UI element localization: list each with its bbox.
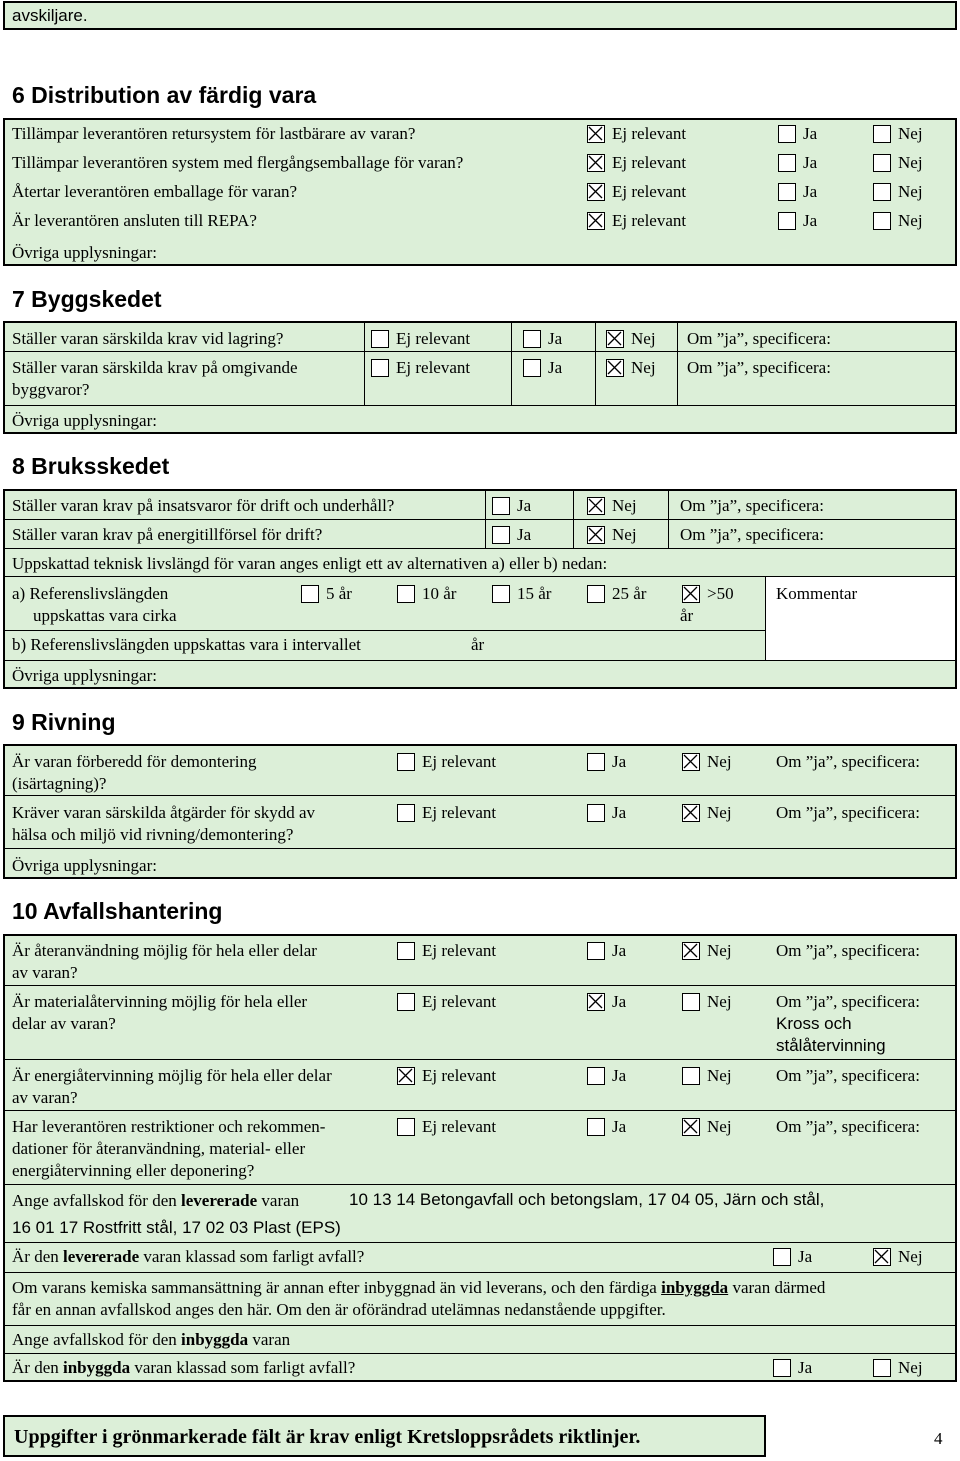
- s8-b-unit: år: [471, 635, 485, 654]
- s7-q2-ej-label: Ej relevant: [396, 358, 471, 377]
- s8-10ar-label: 10 år: [422, 584, 457, 603]
- s10-q2-nej-checkbox[interactable]: [682, 993, 700, 1011]
- s6-q1-ej-label: Ej relevant: [612, 124, 687, 143]
- s6-q2-ej-label: Ej relevant: [612, 153, 687, 172]
- s7-q1-ja-checkbox[interactable]: [523, 330, 541, 348]
- s6-q3-ja-checkbox[interactable]: [778, 183, 796, 201]
- s10-code-value-2[interactable]: 16 01 17 Rostfritt stål, 17 02 03 Plast (EPS): [12, 1218, 341, 1237]
- s6-q1-nej-label: Nej: [898, 124, 923, 143]
- s9-q1-nej-checkbox[interactable]: [682, 753, 700, 771]
- s10-q3-ej-label: Ej relevant: [422, 1066, 497, 1085]
- s10-q1-ej-label: Ej relevant: [422, 941, 497, 960]
- s7-q1-ej-label: Ej relevant: [396, 329, 471, 348]
- s8-q3: Uppskattad teknisk livslängd för varan anges enligt ett av alternativen a) eller b) nedan:: [12, 554, 608, 573]
- s10-q2-spec-value-1: Kross och: [776, 1014, 852, 1033]
- s8-10ar-checkbox[interactable]: [397, 585, 415, 603]
- s10-q4-spec: Om ”ja”, specificera:: [776, 1117, 920, 1136]
- s9-q2-ej-label: Ej relevant: [422, 803, 497, 822]
- s8-q2: Ställer varan krav på energitillförsel för drift?: [12, 525, 323, 544]
- s10-q3-spec: Om ”ja”, specificera:: [776, 1066, 920, 1085]
- s8-q2-nej-label: Nej: [612, 525, 637, 544]
- s10-farligt2-label: Är den inbyggda varan klassad som farligt avfall?: [12, 1358, 356, 1377]
- s8-q2-ja-checkbox[interactable]: [492, 526, 510, 544]
- footer-text: Uppgifter i grönmarkerade fält är krav enligt Kretsloppsrådets riktlinjer.: [14, 1426, 641, 1448]
- s6-q3-nej-checkbox[interactable]: [873, 183, 891, 201]
- s10-code2-label: Ange avfallskod för den inbyggda varan: [12, 1330, 291, 1349]
- s10-q4-line3: energiåtervinning eller deponering?: [12, 1161, 255, 1180]
- s10-q3-ej-checkbox[interactable]: [397, 1067, 415, 1085]
- top-text: avskiljare.: [12, 6, 88, 25]
- s8-q1: Ställer varan krav på insatsvaror för drift och underhåll?: [12, 496, 395, 515]
- s9-q1-ej-label: Ej relevant: [422, 752, 497, 771]
- s8-a-line2: uppskattas vara cirka: [33, 606, 177, 625]
- s10-q2-spec-value-2: stålåtervinning: [776, 1036, 886, 1055]
- s7-q2-nej-checkbox[interactable]: [606, 359, 624, 377]
- s10-q3-ja-label: Ja: [612, 1066, 627, 1085]
- s6-q2-ej-checkbox[interactable]: [587, 154, 605, 172]
- s8-a-line1: a) Referenslivslängden: [12, 584, 169, 603]
- s10-q3-line2: av varan?: [12, 1088, 78, 1107]
- s10-q1-spec: Om ”ja”, specificera:: [776, 941, 920, 960]
- s6-q1-ja-label: Ja: [803, 124, 818, 143]
- s8-15ar-checkbox[interactable]: [492, 585, 510, 603]
- s10-farligt1-nej-label: Nej: [898, 1247, 923, 1266]
- s10-q4-line2: dationer för återanvändning, material- eller: [12, 1139, 306, 1158]
- s10-note-line1: Om varans kemiska sammansättning är annan efter inbyggnad än vid leverans, och den färdiga inbyggda varan därmed: [12, 1278, 826, 1297]
- s9-q2-ej-checkbox[interactable]: [397, 804, 415, 822]
- s10-farligt2-ja-checkbox[interactable]: [773, 1359, 791, 1377]
- s9-q2-ja-label: Ja: [612, 803, 627, 822]
- s6-q2-nej-checkbox[interactable]: [873, 154, 891, 172]
- s8-5ar-label: 5 år: [326, 584, 352, 603]
- section-8-title: 8 Bruksskedet: [12, 453, 170, 479]
- s7-q1-nej-label: Nej: [631, 329, 656, 348]
- s8-50ar-label: >50: [707, 584, 734, 603]
- s6-q2: Tillämpar leverantören system med flergångsemballage för varan?: [12, 153, 464, 172]
- s10-q2-ej-checkbox[interactable]: [397, 993, 415, 1011]
- s7-q2-ej-checkbox[interactable]: [371, 359, 389, 377]
- s9-q1-line1: Är varan förberedd för demontering: [12, 752, 257, 771]
- s8-25ar-label: 25 år: [612, 584, 647, 603]
- s10-q2-line1: Är materialåtervinning möjlig för hela eller: [12, 992, 308, 1011]
- s10-q1-nej-label: Nej: [707, 941, 732, 960]
- s10-q4-ej-checkbox[interactable]: [397, 1118, 415, 1136]
- s7-q2-ja-checkbox[interactable]: [523, 359, 541, 377]
- s7-q1: Ställer varan särskilda krav vid lagring?: [12, 329, 284, 348]
- s6-q3-ja-label: Ja: [803, 182, 818, 201]
- s6-q2-nej-label: Nej: [898, 153, 923, 172]
- s6-q4-nej-label: Nej: [898, 211, 923, 230]
- s10-q2-ja-label: Ja: [612, 992, 627, 1011]
- s9-q1-ja-label: Ja: [612, 752, 627, 771]
- s7-ovriga: Övriga upplysningar:: [12, 411, 157, 430]
- page-number: 4: [934, 1429, 943, 1448]
- s10-farligt1-ja-label: Ja: [798, 1247, 813, 1266]
- s8-ovriga: Övriga upplysningar:: [12, 666, 157, 685]
- section-10-title: 10 Avfallshantering: [12, 898, 223, 924]
- s8-15ar-label: 15 år: [517, 584, 552, 603]
- s9-q1-spec: Om ”ja”, specificera:: [776, 752, 920, 771]
- s7-q2-spec: Om ”ja”, specificera:: [687, 358, 831, 377]
- s6-q2-ja-checkbox[interactable]: [778, 154, 796, 172]
- s7-q1-nej-checkbox[interactable]: [606, 330, 624, 348]
- s10-code-value-1[interactable]: 10 13 14 Betongavfall och betongslam, 17 04 05, Järn och stål,: [349, 1190, 825, 1209]
- s10-farligt2-nej-label: Nej: [898, 1358, 923, 1377]
- s10-q2-spec: Om ”ja”, specificera:: [776, 992, 920, 1011]
- s8-q2-ja-label: Ja: [517, 525, 532, 544]
- s9-q2-line2: hälsa och miljö vid rivning/demontering?: [12, 825, 294, 844]
- s10-q3-line1: Är energiåtervinning möjlig för hela eller delar: [12, 1066, 332, 1085]
- s10-farligt1-nej-checkbox[interactable]: [873, 1248, 891, 1266]
- s10-q1-line1: Är återanvändning möjlig för hela eller delar: [12, 941, 317, 960]
- s10-q2-ej-label: Ej relevant: [422, 992, 497, 1011]
- s6-q4-ej-checkbox[interactable]: [587, 212, 605, 230]
- s10-q1-line2: av varan?: [12, 963, 78, 982]
- s10-farligt2-nej-checkbox[interactable]: [873, 1359, 891, 1377]
- s6-ovriga: Övriga upplysningar:: [12, 243, 157, 262]
- s10-q3-ja-checkbox[interactable]: [587, 1067, 605, 1085]
- s6-q1: Tillämpar leverantören retursystem för lastbärare av varan?: [12, 124, 416, 143]
- s8-q2-nej-checkbox[interactable]: [587, 526, 605, 544]
- s9-q2-nej-checkbox[interactable]: [682, 804, 700, 822]
- s9-q2-nej-label: Nej: [707, 803, 732, 822]
- s9-q1-ja-checkbox[interactable]: [587, 753, 605, 771]
- s10-q1-ej-checkbox[interactable]: [397, 942, 415, 960]
- s9-q1-nej-label: Nej: [707, 752, 732, 771]
- s9-q2-line1: Kräver varan särskilda åtgärder för skydd av: [12, 803, 316, 822]
- s8-kommentar-label: Kommentar: [776, 584, 858, 603]
- s7-q1-spec: Om ”ja”, specificera:: [687, 329, 831, 348]
- s6-q4-ja-label: Ja: [803, 211, 818, 230]
- s10-farligt1-label: Är den levererade varan klassad som farligt avfall?: [12, 1247, 365, 1266]
- s8-q1-nej-label: Nej: [612, 496, 637, 515]
- s10-farligt2-ja-label: Ja: [798, 1358, 813, 1377]
- s8-q1-ja-checkbox[interactable]: [492, 497, 510, 515]
- s7-q1-ej-checkbox[interactable]: [371, 330, 389, 348]
- s6-q4: Är leverantören ansluten till REPA?: [12, 211, 257, 230]
- s10-q1-ja-label: Ja: [612, 941, 627, 960]
- s8-b: b) Referenslivslängden uppskattas vara i intervallet: [12, 635, 361, 654]
- s10-q4-line1: Har leverantören restriktioner och rekommen-: [12, 1117, 326, 1136]
- s8-q1-nej-checkbox[interactable]: [587, 497, 605, 515]
- s9-q1-line2: (isärtagning)?: [12, 774, 107, 793]
- s10-q4-ej-label: Ej relevant: [422, 1117, 497, 1136]
- s7-q1-ja-label: Ja: [548, 329, 563, 348]
- section-9-title: 9 Rivning: [12, 709, 116, 735]
- s7-q2-ja-label: Ja: [548, 358, 563, 377]
- s7-q2-line1: Ställer varan särskilda krav på omgivande: [12, 358, 298, 377]
- s6-q1-ja-checkbox[interactable]: [778, 125, 796, 143]
- s6-q4-nej-checkbox[interactable]: [873, 212, 891, 230]
- s10-note-line2: får en annan avfallskod anges den här. Om den är oförändrad utelämnas nedanstående uppgifter.: [12, 1300, 666, 1319]
- s6-q3-nej-label: Nej: [898, 182, 923, 201]
- s9-q2-ja-checkbox[interactable]: [587, 804, 605, 822]
- s7-q2-nej-label: Nej: [631, 358, 656, 377]
- top-fragment-box: [3, 1, 957, 30]
- s8-q1-spec: Om ”ja”, specificera:: [680, 496, 824, 515]
- s10-q2-nej-label: Nej: [707, 992, 732, 1011]
- s6-q1-ej-checkbox[interactable]: [587, 125, 605, 143]
- s10-q2-ja-checkbox[interactable]: [587, 993, 605, 1011]
- s10-q1-nej-checkbox[interactable]: [682, 942, 700, 960]
- s9-q1-ej-checkbox[interactable]: [397, 753, 415, 771]
- s8-5ar-checkbox[interactable]: [301, 585, 319, 603]
- s10-q2-line2: delar av varan?: [12, 1014, 116, 1033]
- s10-q4-nej-checkbox[interactable]: [682, 1118, 700, 1136]
- s10-q3-nej-checkbox[interactable]: [682, 1067, 700, 1085]
- s10-q1-ja-checkbox[interactable]: [587, 942, 605, 960]
- s10-q3-nej-label: Nej: [707, 1066, 732, 1085]
- section-6-title: 6 Distribution av färdig vara: [12, 82, 317, 108]
- section-7-title: 7 Byggskedet: [12, 286, 162, 312]
- s7-q2-line2: byggvaror?: [12, 380, 90, 399]
- s9-ovriga: Övriga upplysningar:: [12, 856, 157, 875]
- s10-q4-ja-checkbox[interactable]: [587, 1118, 605, 1136]
- s8-q2-spec: Om ”ja”, specificera:: [680, 525, 824, 544]
- s10-q4-ja-label: Ja: [612, 1117, 627, 1136]
- s10-q4-nej-label: Nej: [707, 1117, 732, 1136]
- s8-50ar-checkbox[interactable]: [682, 585, 700, 603]
- s6-q3-ej-checkbox[interactable]: [587, 183, 605, 201]
- s6-q1-nej-checkbox[interactable]: [873, 125, 891, 143]
- s6-q3: Återtar leverantören emballage för varan?: [12, 182, 298, 201]
- s8-q1-ja-label: Ja: [517, 496, 532, 515]
- s6-q4-ej-label: Ej relevant: [612, 211, 687, 230]
- s6-q2-ja-label: Ja: [803, 153, 818, 172]
- s8-50ar-unit: år: [680, 606, 694, 625]
- s6-q3-ej-label: Ej relevant: [612, 182, 687, 201]
- s6-q4-ja-checkbox[interactable]: [778, 212, 796, 230]
- s9-q2-spec: Om ”ja”, specificera:: [776, 803, 920, 822]
- s8-25ar-checkbox[interactable]: [587, 585, 605, 603]
- s10-code-label: Ange avfallskod för den levererade varan: [12, 1191, 300, 1210]
- s10-farligt1-ja-checkbox[interactable]: [773, 1248, 791, 1266]
